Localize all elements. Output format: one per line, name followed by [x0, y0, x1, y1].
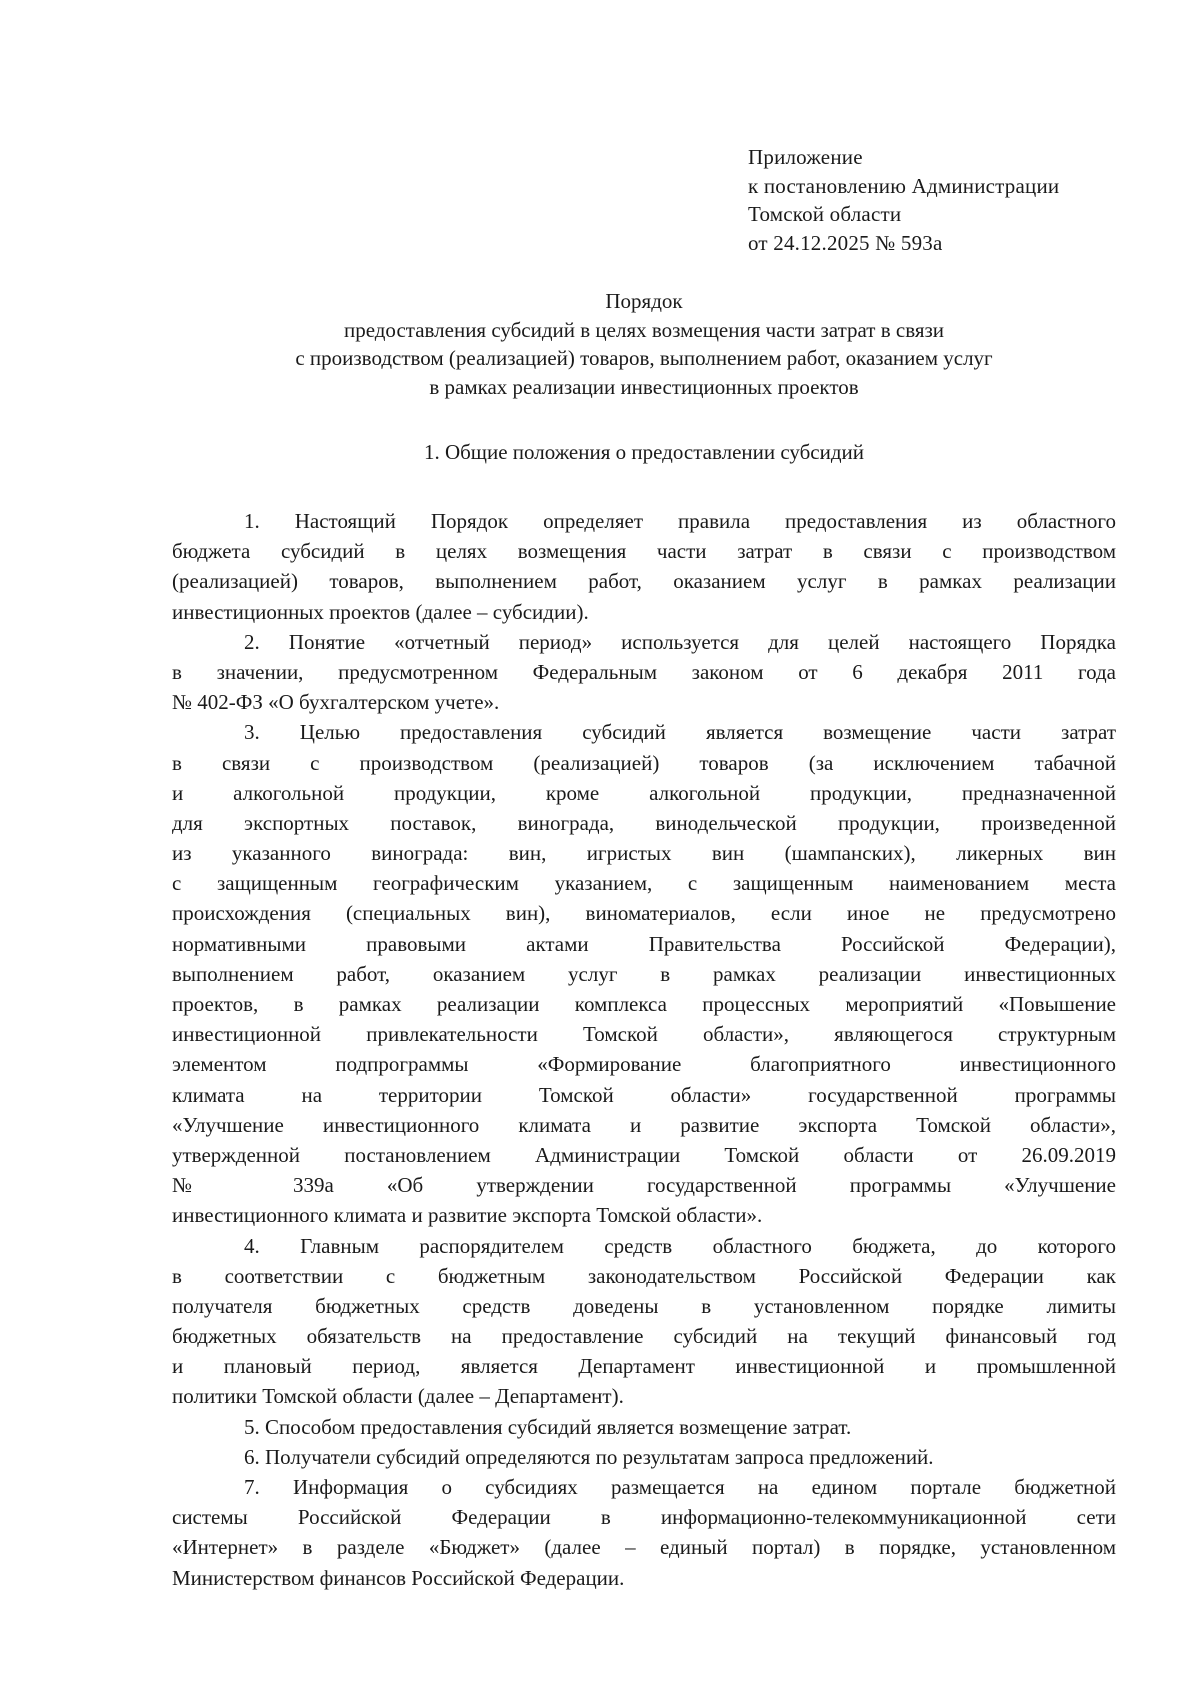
paragraph-line: происхождения (специальных вин), виноматериалов, если иное не предусмотрено — [172, 901, 1116, 926]
paragraph-6 — [172, 1442, 1116, 1472]
paragraph-line: инвестиционных проектов (далее – субсидии). — [172, 599, 589, 624]
paragraph-line: и алкогольной продукции, кроме алкогольной продукции, предназначенной — [172, 780, 1116, 805]
appendix-line: от 24.12.2025 № 593а — [748, 230, 943, 255]
paragraph-line: № 402-ФЗ «О бухгалтерском учете». — [172, 690, 500, 715]
paragraph-line: в связи с производством (реализацией) товаров (за исключением табачной — [172, 750, 1116, 775]
paragraph-line: 4. Главным распорядителем средств областного бюджета, до которого — [244, 1233, 1116, 1258]
title-line: предоставления субсидий в целях возмещения части затрат в связи — [343, 317, 945, 342]
paragraph-line: 2. Понятие «отчетный период» используется для целей настоящего Порядка — [244, 629, 1116, 654]
paragraph-2 — [172, 627, 1116, 718]
paragraph-line: элементом подпрограммы «Формирование благоприятного инвестиционного — [172, 1052, 1116, 1077]
paragraph-line: инвестиционной привлекательности Томской области», являющегося структурным — [172, 1022, 1116, 1047]
paragraph-line: 7. Информация о субсидиях размещается на едином портале бюджетной — [244, 1475, 1116, 1499]
paragraph-line: бюджета субсидий в целях возмещения части затрат в связи с производством — [172, 539, 1116, 564]
paragraph-line: (реализацией) товаров, выполнением работ, оказанием услуг в рамках реализации — [172, 569, 1116, 594]
paragraph-line: 5. Способом предоставления субсидий является возмещение затрат. — [244, 1414, 852, 1439]
paragraph-line: нормативными правовыми актами Правительства Российской Федерации), — [172, 931, 1116, 956]
appendix-line: Томской области — [748, 202, 902, 226]
title-line: Порядок — [605, 289, 683, 313]
title-line: в рамках реализации инвестиционных проектов — [429, 374, 859, 399]
paragraph-line: системы Российской Федерации в информационно-телекоммуникационной сети — [172, 1505, 1116, 1530]
paragraph-line: 1. Настоящий Порядок определяет правила предоставления из областного — [244, 509, 1116, 533]
paragraph-line: с защищенным географическим указанием, с защищенным наименованием места — [172, 871, 1116, 896]
document-title — [172, 287, 1116, 401]
paragraph-line: из указанного винограда: вин, игристых вин (шампанских), ликерных вин — [172, 841, 1116, 866]
paragraph-line: политики Томской области (далее – Департамент). — [172, 1384, 624, 1409]
paragraph-line: № 339а «Об утверждении государственной программы «Улучшение — [172, 1173, 1116, 1198]
document-body — [172, 506, 1116, 1593]
paragraph-line: «Улучшение инвестиционного климата и развитие экспорта Томской области», — [172, 1112, 1116, 1137]
paragraph-line: 6. Получатели субсидий определяются по результатам запроса предложений. — [244, 1444, 934, 1469]
appendix-line: к постановлению Администрации — [748, 173, 1060, 198]
paragraph-line: «Интернет» в разделе «Бюджет» (далее – единый портал) в порядке, установленном — [172, 1535, 1116, 1560]
paragraph-line: в соответствии с бюджетным законодательством Российской Федерации как — [172, 1263, 1116, 1288]
paragraph-line: климата на территории Томской области» государственной программы — [172, 1082, 1116, 1107]
paragraph-5 — [172, 1412, 1116, 1442]
title-line: с производством (реализацией) товаров, выполнением работ, оказанием услуг — [295, 346, 993, 370]
paragraph-7 — [172, 1472, 1116, 1593]
paragraph-line: выполнением работ, оказанием услуг в рамках реализации инвестиционных — [172, 961, 1116, 986]
paragraph-1 — [172, 506, 1116, 627]
paragraph-line: и плановый период, является Департамент инвестиционной и промышленной — [172, 1354, 1116, 1379]
paragraph-line: в значении, предусмотренном Федеральным законом от 6 декабря 2011 года — [172, 659, 1116, 684]
paragraph-3 — [172, 717, 1116, 1230]
paragraph-line: утвержденной постановлением Администрации Томской области от 26.09.2019 — [172, 1142, 1116, 1167]
paragraph-line: бюджетных обязательств на предоставление субсидий на текущий финансовый год — [172, 1324, 1116, 1349]
paragraph-line: 3. Целью предоставления субсидий является возмещение части затрат — [244, 720, 1116, 745]
paragraph-line: проектов, в рамках реализации комплекса процессных мероприятий «Повышение — [172, 992, 1116, 1016]
paragraph-line: для экспортных поставок, винограда, винодельческой продукции, произведенной — [172, 810, 1116, 835]
paragraph-line: получателя бюджетных средств доведены в установленном порядке лимиты — [172, 1293, 1116, 1318]
paragraph-4 — [172, 1231, 1116, 1412]
paragraph-line: Министерством финансов Российской Федерации. — [172, 1565, 625, 1590]
appendix-header — [748, 143, 1059, 257]
section-heading: 1. Общие положения о предоставлении субсидий — [423, 440, 865, 464]
appendix-line: Приложение — [748, 145, 863, 169]
paragraph-line: инвестиционного климата и развитие экспорта Томской области». — [172, 1203, 763, 1228]
